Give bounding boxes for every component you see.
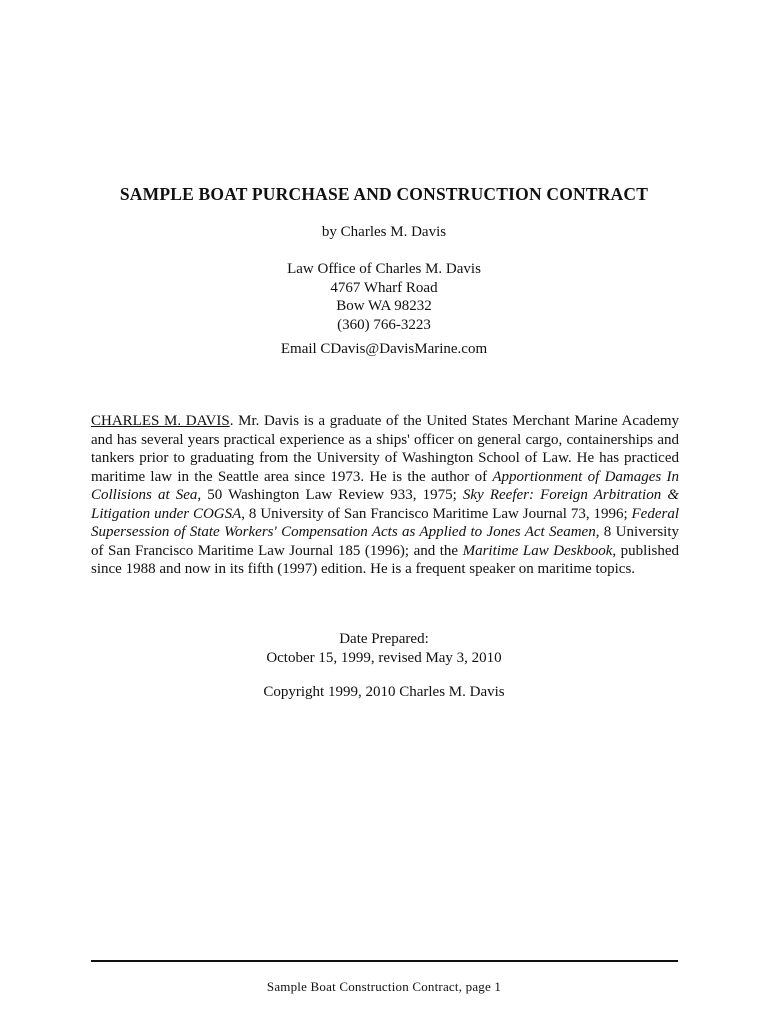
street-address: 4767 Wharf Road — [330, 279, 438, 296]
bio-text: , 50 Washington Law Review 933, 1975; — [197, 487, 463, 503]
page-footer: Sample Boat Construction Contract, page 1 — [266, 979, 502, 994]
copyright-notice: Copyright 1999, 2010 Charles M. Davis — [263, 684, 505, 700]
bio-publication-title: Sky Reefer: Foreign Arbitration & — [462, 487, 680, 503]
bio-publication-title: Apportionment of Damages In — [492, 468, 679, 485]
bio-text: of San Francisco Maritime Law Journal 185 (1996); and the — [91, 542, 463, 559]
bio-publication-title: Litigation under COGSA — [91, 505, 242, 522]
bio-text: and has several years practical experience as a ships' officer on general cargo, containerships and — [91, 431, 679, 448]
address-block — [0, 260, 768, 334]
phone-number: (360) 766-3223 — [337, 316, 431, 333]
bio-publication-title: Federal — [631, 505, 679, 522]
bio-line — [91, 431, 679, 450]
bio-text: . Mr. Davis is a graduate of the United States Merchant Marine Academy — [229, 413, 679, 429]
author-bio — [91, 412, 679, 579]
date-prepared-label: Date Prepared: — [339, 631, 429, 647]
bio-publication-title: Collisions at Sea — [91, 487, 198, 503]
date-prepared-block — [0, 630, 768, 667]
bio-text: , 8 University of San Francisco Maritime Law Journal 73, 1996; — [241, 505, 632, 522]
bio-text: maritime law in the Seattle area since 1973. He is the author of — [91, 468, 493, 485]
bio-text: , 8 University — [595, 524, 679, 540]
bio-line — [91, 523, 679, 542]
bio-line — [91, 449, 679, 468]
bio-line — [91, 486, 679, 505]
city-state-zip: Bow WA 98232 — [336, 298, 432, 314]
bio-text: , published — [612, 542, 679, 559]
footer-divider — [91, 960, 678, 962]
bio-author-name: CHARLES M. DAVIS — [91, 413, 230, 429]
bio-text: since 1988 and now in its fifth (1997) edition. He is a frequent speaker on maritime topics. — [91, 561, 636, 577]
bio-line — [91, 505, 679, 524]
author-byline: by Charles M. Davis — [321, 224, 447, 240]
bio-publication-title: Maritime Law Deskbook — [462, 542, 613, 559]
date-prepared-value: October 15, 1999, revised May 3, 2010 — [266, 649, 502, 666]
email-line: Email CDavis@DavisMarine.com — [280, 341, 488, 357]
bio-line — [91, 542, 679, 561]
bio-line — [91, 468, 679, 487]
office-name: Law Office of Charles M. Davis — [287, 261, 481, 277]
bio-text: tankers prior to graduating from the University of Washington School of Law. He has practiced — [91, 450, 679, 466]
document-title: SAMPLE BOAT PURCHASE AND CONSTRUCTION CONTRACT — [119, 184, 649, 204]
bio-publication-title: Supersession of State Workers' Compensation Acts as Applied to Jones Act Seamen — [91, 524, 596, 540]
bio-line — [91, 412, 679, 431]
bio-line — [91, 560, 679, 579]
